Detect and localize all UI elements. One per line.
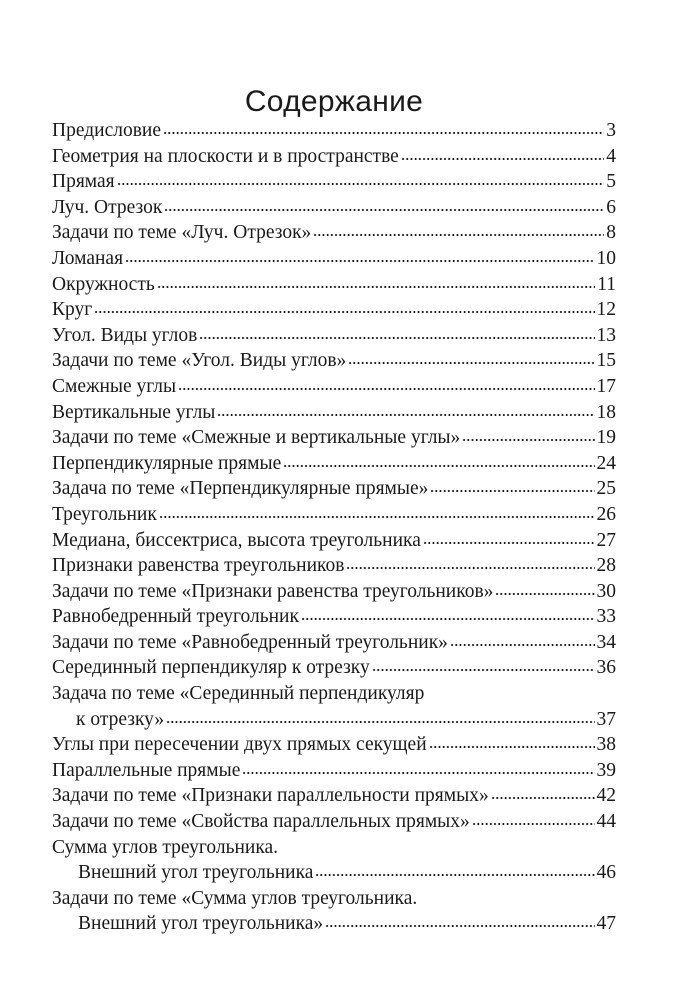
dot-leader — [495, 592, 594, 596]
toc-entry — [52, 528, 616, 554]
toc-page-number: 44 — [596, 811, 616, 833]
toc-entry-title: Медиана, биссектриса, высота треугольника — [52, 529, 421, 551]
toc-entry-title: Предисловие — [52, 120, 162, 141]
dot-leader — [164, 208, 604, 212]
dot-leader — [472, 822, 595, 826]
toc-page-number: 37 — [596, 708, 616, 730]
toc-page-number: 5 — [606, 171, 616, 193]
dot-leader — [348, 361, 594, 365]
toc-page-number: 34 — [596, 631, 616, 653]
toc-page-number: 13 — [596, 324, 616, 346]
toc-entry-title: Задачи по теме «Свойства параллельных прямых» — [52, 811, 470, 833]
toc-entry-title: Задачи по теме «Признаки параллельности прямых» — [52, 785, 489, 807]
dot-leader — [125, 259, 594, 263]
toc-entry-title: Задачи по теме «Луч. Отрезок» — [52, 222, 312, 244]
dot-leader — [117, 182, 604, 186]
toc-entry — [52, 604, 616, 630]
dot-leader — [178, 387, 594, 391]
page-title: Содержание — [244, 85, 424, 118]
toc-entry — [52, 220, 616, 246]
dot-leader — [430, 489, 594, 493]
toc-entry — [52, 707, 616, 733]
toc-entry-title: Задачи по теме «Сумма углов треугольника. — [52, 887, 418, 909]
toc-entry-title: Равнобедренный треугольник — [52, 606, 299, 628]
toc-entry-title: Прямая — [52, 171, 115, 193]
toc-entry — [52, 195, 616, 221]
toc-entry — [52, 809, 616, 835]
toc-entry-title: к отрезку» — [76, 708, 165, 730]
toc-entry-title: Внешний угол треугольника — [78, 862, 314, 884]
toc-entry-title: Признаки равенства треугольников — [52, 555, 345, 577]
toc-entry — [52, 860, 616, 886]
toc-page-number: 8 — [606, 222, 616, 244]
dot-leader — [159, 515, 595, 519]
dot-leader — [199, 336, 594, 340]
toc-page-number: 4 — [606, 145, 616, 167]
toc-entry — [52, 553, 616, 579]
toc-entry — [52, 374, 616, 400]
toc-page-number: 3 — [606, 120, 616, 141]
toc-entry — [52, 323, 616, 349]
toc-entry — [52, 783, 616, 809]
toc-entry — [52, 400, 616, 426]
toc-entry — [52, 451, 616, 477]
dot-leader — [491, 796, 595, 800]
toc-page-number: 11 — [597, 273, 616, 295]
toc-page-number: 17 — [596, 375, 616, 397]
table-of-contents — [52, 118, 616, 937]
toc-entry — [52, 118, 616, 144]
toc-entry-title: Окружность — [52, 273, 155, 295]
toc-entry-title: Задача по теме «Серединный перпендикуляр — [52, 683, 425, 705]
toc-page-number: 27 — [596, 529, 616, 551]
toc-entry-title: Вертикальные углы — [52, 401, 216, 423]
toc-page-number: 30 — [596, 580, 616, 602]
toc-entry — [52, 502, 616, 528]
dot-leader — [372, 668, 595, 672]
toc-page-number: 36 — [596, 657, 616, 679]
toc-page-number: 39 — [596, 759, 616, 781]
toc-entry — [52, 348, 616, 374]
dot-leader — [242, 771, 594, 775]
toc-page — [52, 0, 616, 1000]
toc-page-number: 28 — [596, 555, 616, 577]
toc-page-number: 24 — [596, 452, 616, 474]
toc-entry-title: Внешний угол треугольника» — [78, 913, 324, 935]
toc-page-number: 26 — [596, 503, 616, 525]
toc-entry-title: Ломаная — [52, 247, 124, 269]
toc-entry — [52, 272, 616, 298]
toc-entry — [52, 246, 616, 272]
toc-entry-title: Задачи по теме «Смежные и вертикальные углы» — [52, 427, 461, 449]
toc-entry — [52, 297, 616, 323]
toc-page-number: 12 — [596, 299, 616, 321]
toc-entry-title: Сумма углов треугольника. — [52, 836, 279, 858]
toc-page-number: 42 — [596, 785, 616, 807]
toc-entry — [52, 169, 616, 195]
dot-leader — [423, 541, 595, 545]
toc-entry-title: Задачи по теме «Признаки равенства треугольников» — [52, 580, 494, 602]
toc-page-number: 18 — [596, 401, 616, 423]
toc-entry-title: Задачи по теме «Равнобедренный треугольник» — [52, 631, 448, 653]
toc-page-number: 19 — [596, 427, 616, 449]
toc-entry-title: Задачи по теме «Угол. Виды углов» — [52, 350, 347, 372]
toc-entry — [52, 911, 616, 937]
toc-entry — [52, 681, 616, 707]
toc-entry — [52, 476, 616, 502]
dot-leader — [429, 745, 595, 749]
dot-leader — [346, 566, 594, 570]
toc-page-number: 25 — [596, 478, 616, 500]
toc-entry — [52, 655, 616, 681]
dot-leader — [94, 310, 594, 314]
dot-leader — [283, 464, 594, 468]
toc-entry-title: Угол. Виды углов — [52, 324, 198, 346]
toc-entry — [52, 886, 616, 912]
toc-entry-title: Перпендикулярные прямые — [52, 452, 282, 474]
dot-leader — [401, 157, 604, 161]
toc-page-number: 15 — [596, 350, 616, 372]
toc-entry — [52, 579, 616, 605]
toc-page-number: 47 — [596, 913, 616, 935]
toc-entry — [52, 835, 616, 861]
dot-leader — [166, 720, 594, 724]
toc-entry-title: Задача по теме «Перпендикулярные прямые» — [52, 478, 429, 500]
toc-entry-title: Луч. Отрезок — [52, 196, 163, 218]
toc-entry — [52, 630, 616, 656]
dot-leader — [462, 438, 594, 442]
toc-entry-title: Параллельные прямые — [52, 759, 241, 781]
toc-entry-title: Треугольник — [52, 503, 157, 525]
dot-leader — [313, 233, 604, 237]
toc-entry-title: Серединный перпендикуляр к отрезку — [52, 657, 370, 679]
toc-entry-title: Смежные углы — [52, 375, 177, 397]
toc-page-number: 33 — [596, 606, 616, 628]
dot-leader — [301, 617, 595, 621]
dot-leader — [163, 131, 604, 135]
dot-leader — [217, 413, 594, 417]
toc-entry-title: Круг — [52, 299, 93, 321]
toc-entry-title: Углы при пересечении двух прямых секущей — [52, 734, 427, 756]
toc-entry-title: Геометрия на плоскости и в пространстве — [52, 145, 399, 167]
toc-page-number: 38 — [596, 734, 616, 756]
toc-entry — [52, 144, 616, 170]
toc-entry — [52, 758, 616, 784]
toc-entry — [52, 425, 616, 451]
toc-page-number: 6 — [606, 196, 616, 218]
dot-leader — [450, 643, 595, 647]
toc-entry — [52, 732, 616, 758]
toc-page-number: 10 — [596, 247, 616, 269]
dot-leader — [157, 285, 595, 289]
dot-leader — [325, 924, 594, 928]
dot-leader — [315, 873, 594, 877]
toc-page-number: 46 — [596, 862, 616, 884]
